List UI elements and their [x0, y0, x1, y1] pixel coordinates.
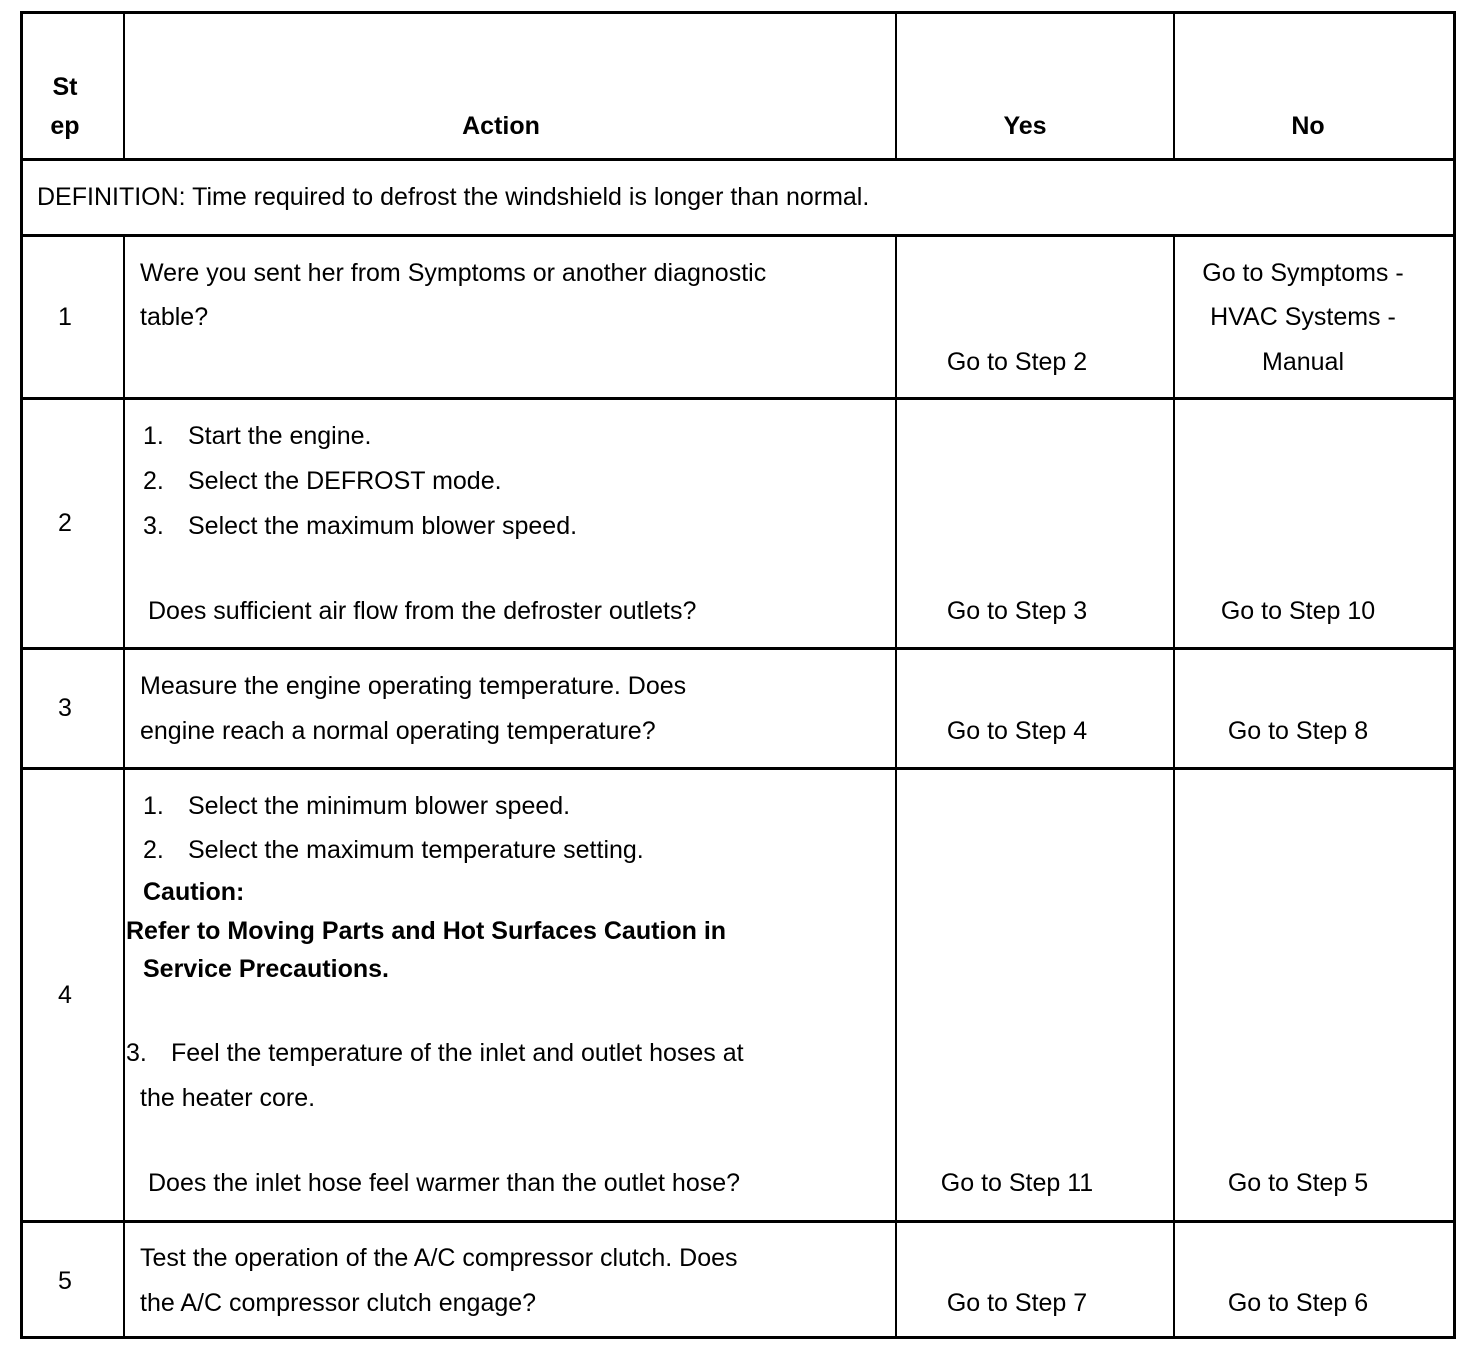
header-action: Action — [462, 112, 540, 140]
list-text: Select the DEFROST mode. — [188, 467, 502, 495]
list-number: 3. — [126, 1039, 147, 1067]
list-text: Select the minimum blower speed. — [188, 792, 571, 820]
row-divider — [23, 234, 1453, 237]
caution-text: Refer to Moving Parts and Hot Surfaces Caution in — [126, 917, 727, 945]
yes-result: Go to Step 2 — [946, 348, 1088, 376]
column-divider — [895, 14, 897, 160]
step-number: 1 — [58, 303, 72, 331]
yes-result: Go to Step 3 — [946, 597, 1088, 625]
list-text: Start the engine. — [188, 422, 372, 450]
step-number: 5 — [58, 1267, 72, 1295]
step-number: 4 — [58, 981, 72, 1009]
question-text: Does the inlet hose feel warmer than the outlet hose? — [148, 1169, 741, 1197]
caution-title: Caution: — [143, 878, 245, 906]
no-result: Go to Step 5 — [1227, 1169, 1369, 1197]
yes-result: Go to Step 11 — [940, 1169, 1094, 1197]
action-text: table? — [140, 303, 209, 331]
list-number: 2. — [143, 836, 164, 864]
row-divider — [23, 158, 1453, 161]
header-step: ep — [50, 112, 80, 140]
yes-result: Go to Step 7 — [946, 1289, 1088, 1317]
no-result: HVAC Systems - — [1210, 303, 1396, 331]
action-text: engine reach a normal operating temperature? — [140, 717, 656, 745]
no-result: Go to Step 6 — [1227, 1289, 1369, 1317]
row-divider — [23, 767, 1453, 770]
action-text: Measure the engine operating temperature. Does — [140, 672, 687, 700]
list-number: 3. — [143, 512, 164, 540]
list-text: Select the maximum temperature setting. — [188, 836, 644, 864]
list-text: Select the maximum blower speed. — [188, 512, 578, 540]
action-text: the A/C compressor clutch engage? — [140, 1289, 537, 1317]
step-number: 3 — [58, 694, 72, 722]
column-divider — [895, 234, 897, 1339]
definition-text: DEFINITION: Time required to defrost the windshield is longer than normal. — [37, 183, 870, 211]
column-divider — [123, 234, 125, 1339]
header-no: No — [1291, 112, 1325, 140]
no-result: Go to Symptoms - — [1202, 259, 1404, 287]
column-divider — [1173, 234, 1175, 1339]
row-divider — [23, 397, 1453, 400]
row-divider — [23, 647, 1453, 650]
yes-result: Go to Step 4 — [946, 717, 1088, 745]
list-text: the heater core. — [140, 1084, 316, 1112]
list-number: 1. — [143, 792, 164, 820]
list-text: Feel the temperature of the inlet and outlet hoses at — [171, 1039, 744, 1067]
list-number: 2. — [143, 467, 164, 495]
no-result: Go to Step 10 — [1220, 597, 1376, 625]
caution-text: Service Precautions. — [143, 955, 389, 983]
header-yes: Yes — [1003, 112, 1047, 140]
action-text: Test the operation of the A/C compressor clutch. Does — [140, 1244, 738, 1272]
no-result: Manual — [1262, 348, 1344, 376]
column-divider — [123, 14, 125, 160]
header-step: St — [52, 73, 78, 101]
question-text: Does sufficient air flow from the defroster outlets? — [148, 597, 697, 625]
list-number: 1. — [143, 422, 164, 450]
step-number: 2 — [58, 509, 72, 537]
no-result: Go to Step 8 — [1227, 717, 1369, 745]
action-text: Were you sent her from Symptoms or another diagnostic — [140, 259, 767, 287]
column-divider — [1173, 14, 1175, 160]
row-divider — [23, 1220, 1453, 1223]
